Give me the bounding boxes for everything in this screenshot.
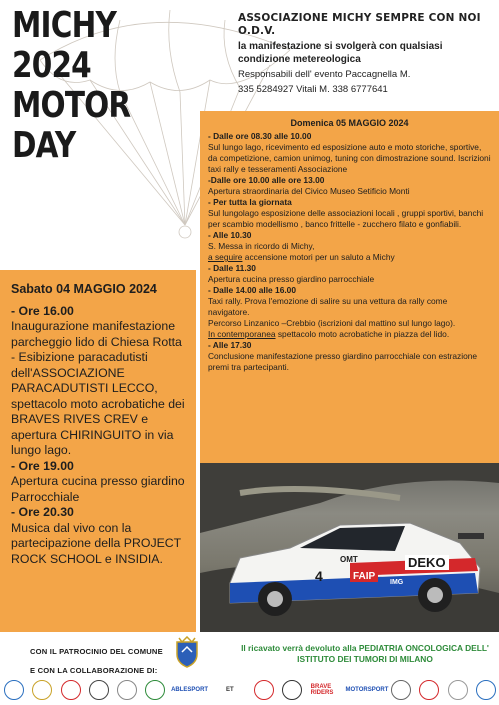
sponsor-logo-icon xyxy=(89,680,109,700)
program-text xyxy=(208,329,491,340)
sponsor-logo-icon xyxy=(419,680,439,700)
program-item xyxy=(11,459,188,506)
proceeds-note: Il ricavato verrà devoluto alla PEDIATRIA ONCOLOGICA DELL' ISTITUTO DEI TUMORI DI MILANO xyxy=(241,643,489,664)
sponsor-logo-icon xyxy=(282,680,302,700)
title-line-1: MICHY 2024 xyxy=(12,5,117,86)
program-text: Sul lungolago esposizione delle associazioni locali , gruppi sportivi, banchi per scambio modellismo , banco frittelle - zucchero filato e gonfiabili. xyxy=(208,208,484,229)
sponsor-deko: DEKO xyxy=(405,555,449,570)
saturday-date: Sabato 04 MAGGIO 2024 xyxy=(11,282,157,296)
program-item xyxy=(11,304,188,459)
rally-car-photo xyxy=(200,463,499,632)
phone-numbers: 335 5284927 Vitali M. 338 6777641 xyxy=(238,84,388,95)
sunday-date: Domenica 05 MAGGIO 2024 xyxy=(290,118,409,128)
program-time: - Alle 10.30 xyxy=(208,230,252,240)
municipality-coat-of-arms-icon xyxy=(174,636,200,668)
program-item xyxy=(208,263,491,285)
patronage-text: CON IL PATROCINIO DEL COMUNE xyxy=(30,647,163,656)
program-text: Apertura cucina presso giardino Parrocchiale xyxy=(11,474,185,504)
association-info xyxy=(238,12,496,96)
sponsor-logos xyxy=(4,679,496,701)
program-text-cont: spettacolo moto acrobatiche in piazza del lido. xyxy=(275,329,450,339)
weather-note: la manifestazione si svolgerà con qualsiasi condizione metereologica xyxy=(238,41,443,65)
program-text: Apertura straordinaria del Civico Museo Setificio Monti xyxy=(208,186,410,196)
underlined-text: In contemporanea xyxy=(208,329,276,339)
sponsor-logo-icon xyxy=(145,680,165,700)
program-text xyxy=(208,252,491,263)
sponsor-omt: OMT xyxy=(340,555,358,564)
program-time: - Per tutta la giornata xyxy=(208,197,292,207)
sponsor-logo-icon xyxy=(254,680,274,700)
program-text: - Esibizione paracadutisti dell'ASSOCIAZIONE PARACADUTISTI LECCO, spettacolo moto acrobatiche dei BRAVES RIVES CREV e apertura CHIRINGUITO in via lungo lago. xyxy=(11,350,185,457)
program-time: - Dalle 11.30 xyxy=(208,263,256,273)
car-number: 4 xyxy=(315,568,323,584)
program-time: - Alle 17.30 xyxy=(208,340,252,350)
sponsor-logo-brave-riders: BRAVE RIDERS xyxy=(310,684,334,696)
program-text: Percorso Linzanico –Crebbio (iscrizioni dal mattino sul lungo lago). xyxy=(208,318,456,328)
program-time: - Dalle ore 08.30 alle 10.00 xyxy=(208,131,312,141)
sponsor-logo-icon xyxy=(476,680,496,700)
program-item xyxy=(208,197,491,230)
sponsor-logo-icon xyxy=(61,680,81,700)
sponsor-logo-icon xyxy=(32,680,52,700)
title-line-2: MOTOR DAY xyxy=(12,85,131,166)
program-time: - Ore 19.00 xyxy=(11,458,74,473)
sponsor-logo-et: ET xyxy=(226,687,234,693)
event-title xyxy=(12,6,176,166)
program-text: Apertura cucina presso giardino parrocchiale xyxy=(208,274,375,284)
sponsor-logo-ablesport: ABLESPORT xyxy=(171,687,209,693)
program-time: - Ore 16.00 xyxy=(11,303,74,318)
program-item xyxy=(11,505,188,567)
sponsor-img: IMG xyxy=(390,579,404,586)
sponsor-logo-icon xyxy=(391,680,411,700)
saturday-program xyxy=(0,270,196,632)
patronage-block xyxy=(30,642,163,680)
program-text: Musica dal vivo con la partecipazione della PROJECT ROCK SCHOOL e INSIDIA. xyxy=(11,520,181,566)
sponsor-logo-icon xyxy=(448,680,468,700)
rally-car-illustration xyxy=(200,463,499,632)
sponsor-logo-icon xyxy=(117,680,137,700)
program-item xyxy=(208,131,491,175)
sponsor-faip: FAIP xyxy=(350,571,378,582)
program-item xyxy=(208,340,491,373)
program-item xyxy=(208,230,491,263)
program-item xyxy=(208,285,491,340)
program-text-cont: accensione motori per un saluto a Michy xyxy=(242,252,395,262)
program-text: Conclusione manifestazione presso giardino parrocchiale con estrazione premi tra partecipanti. xyxy=(208,351,478,372)
program-time: -Dalle ore 10.00 alle ore 13.00 xyxy=(208,175,325,185)
sunday-program xyxy=(200,111,499,463)
footer xyxy=(0,632,499,705)
program-time: - Ore 20.30 xyxy=(11,505,74,519)
program-item xyxy=(208,175,491,197)
sponsor-logo-icon xyxy=(4,680,24,700)
program-text: S. Messa in ricordo di Michy, xyxy=(208,241,315,251)
underlined-text: a seguire xyxy=(208,252,243,262)
association-name: ASSOCIAZIONE MICHY SEMPRE CON NOI O.D.V. xyxy=(238,12,481,37)
program-text: Sul lungo lago, ricevimento ed esposizione auto e moto storiche, sportive, da competizione, camion unimog, tuning con dimostrazione sound. Iscrizioni taxi rally e tesseramenti Associazione xyxy=(208,142,491,174)
responsible-line: Responsabili dell' evento Paccagnella M. xyxy=(238,69,411,80)
program-text: Taxi rally. Prova l'emozione di salire su una vettura da rally come navigatore. xyxy=(208,296,448,317)
sponsor-logo-motorsport: MOTORSPORT xyxy=(345,687,389,693)
program-text: Inaugurazione manifestazione parcheggio lido di Chiesa Rotta xyxy=(11,319,182,349)
program-time: - Dalle 14.00 alle 16.00 xyxy=(208,285,296,295)
collaboration-text: E CON LA COLLABORAZIONE DI: xyxy=(30,666,158,675)
